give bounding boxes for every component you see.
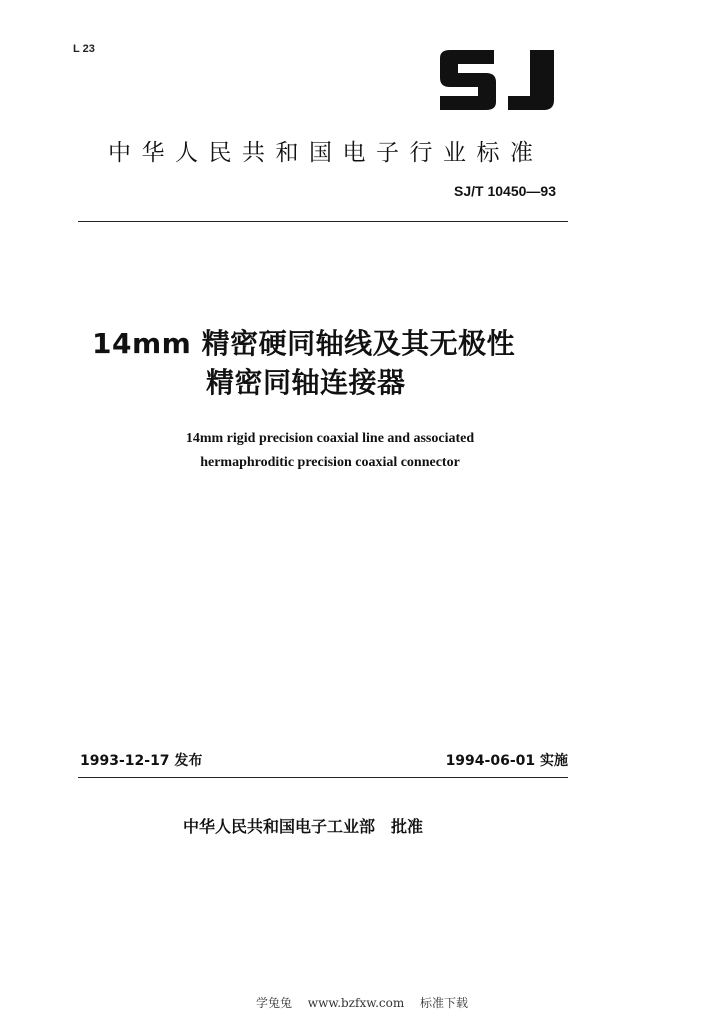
approving-authority: 中华人民共和国电子工业部 [183, 817, 376, 836]
top-divider [78, 221, 568, 222]
title-cn-line2: 精密同轴连接器 [206, 366, 406, 399]
logo-letter-j [508, 50, 554, 110]
approval-action: 批准 [391, 817, 424, 836]
title-cn-line1: 14mm 精密硬同轴线及其无极性 [92, 327, 516, 360]
classification-code: L 23 [73, 43, 95, 55]
issue-date: 1993-12-17 发布 [80, 753, 203, 769]
standard-code: SJ/T 10450—93 [454, 183, 556, 199]
sj-logo [436, 48, 558, 112]
bottom-divider [78, 777, 568, 778]
footer-site-name: 学兔兔 [255, 996, 292, 1010]
title-en-line1: 14mm rigid precision coaxial line and associated [185, 431, 475, 446]
footer-slogan: 标准下载 [420, 996, 469, 1010]
footer-watermark [0, 994, 724, 1011]
logo-letter-s [440, 50, 496, 110]
footer-url-link[interactable]: www.bzfxw.com [307, 996, 405, 1010]
implementation-date: 1994-06-01 实施 [445, 753, 568, 769]
approval-line [183, 814, 423, 837]
title-en-line2: hermaphroditic precision coaxial connector [200, 455, 460, 470]
org-title: 中华人民共和国电子行业标准 [108, 140, 544, 166]
